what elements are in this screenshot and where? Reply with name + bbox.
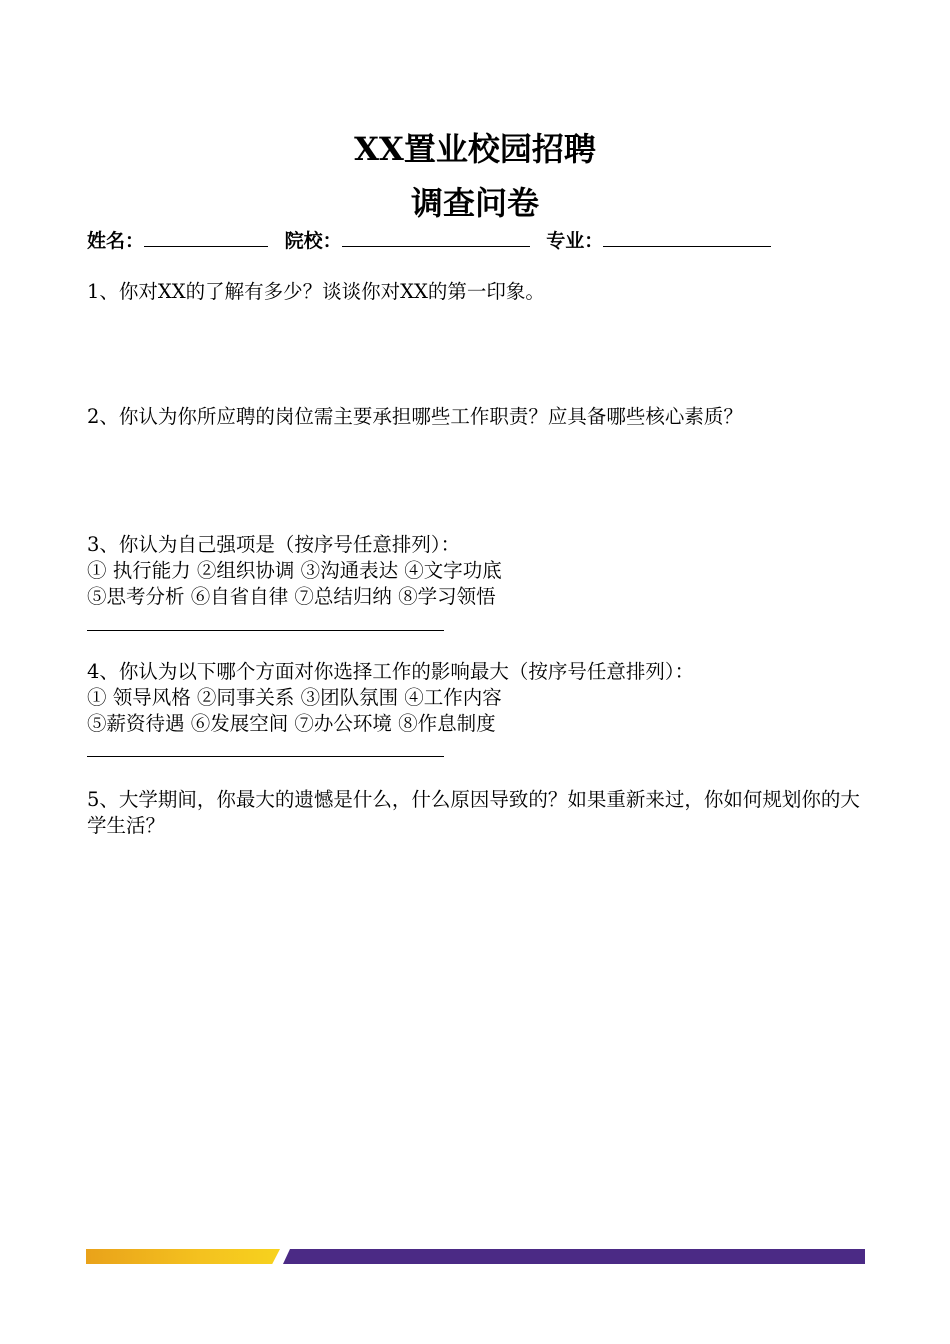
question-3-answer-line[interactable] bbox=[87, 630, 444, 631]
question-4: 4、你认为以下哪个方面对你选择工作的影响最大（按序号任意排列）： bbox=[87, 660, 695, 683]
school-label: 院校： bbox=[284, 230, 342, 252]
major-label: 专业： bbox=[546, 230, 604, 252]
question-3: 3、你认为自己强项是（按序号任意排列）： bbox=[87, 533, 461, 556]
question-5: 5、大学期间，你最大的遗憾是什么，什么原因导致的？如果重新来过，你如何规划你的大学生活？ bbox=[87, 788, 860, 837]
question-4-options-row-2: ⑤薪资待遇 ⑥发展空间 ⑦办公环境 ⑧作息制度 bbox=[87, 712, 496, 735]
question-4-answer-line[interactable] bbox=[87, 756, 444, 757]
question-4-options-row-1: ① 领导风格 ②同事关系 ③团队氛围 ④工作内容 bbox=[87, 686, 502, 709]
page-title: XX置业校园招聘 bbox=[354, 130, 596, 168]
page-subtitle: 调查问卷 bbox=[410, 184, 539, 222]
name-label: 姓名： bbox=[87, 230, 145, 252]
question-1: 1、你对XX的了解有多少？谈谈你对XX的第一印象。 bbox=[87, 280, 545, 303]
major-field[interactable] bbox=[603, 226, 771, 247]
question-3-options-row-1: ① 执行能力 ②组织协调 ③沟通表达 ④文字功底 bbox=[87, 559, 502, 582]
footer-gold-stripe bbox=[86, 1249, 280, 1264]
name-field[interactable] bbox=[144, 226, 268, 247]
question-2: 2、你认为你所应聘的岗位需主要承担哪些工作职责？应具备哪些核心素质？ bbox=[87, 405, 743, 428]
school-field[interactable] bbox=[342, 226, 530, 247]
question-3-options-row-2: ⑤思考分析 ⑥自省自律 ⑦总结归纳 ⑧学习领悟 bbox=[87, 585, 496, 608]
applicant-info-row bbox=[87, 226, 781, 255]
footer-purple-stripe bbox=[283, 1249, 865, 1264]
